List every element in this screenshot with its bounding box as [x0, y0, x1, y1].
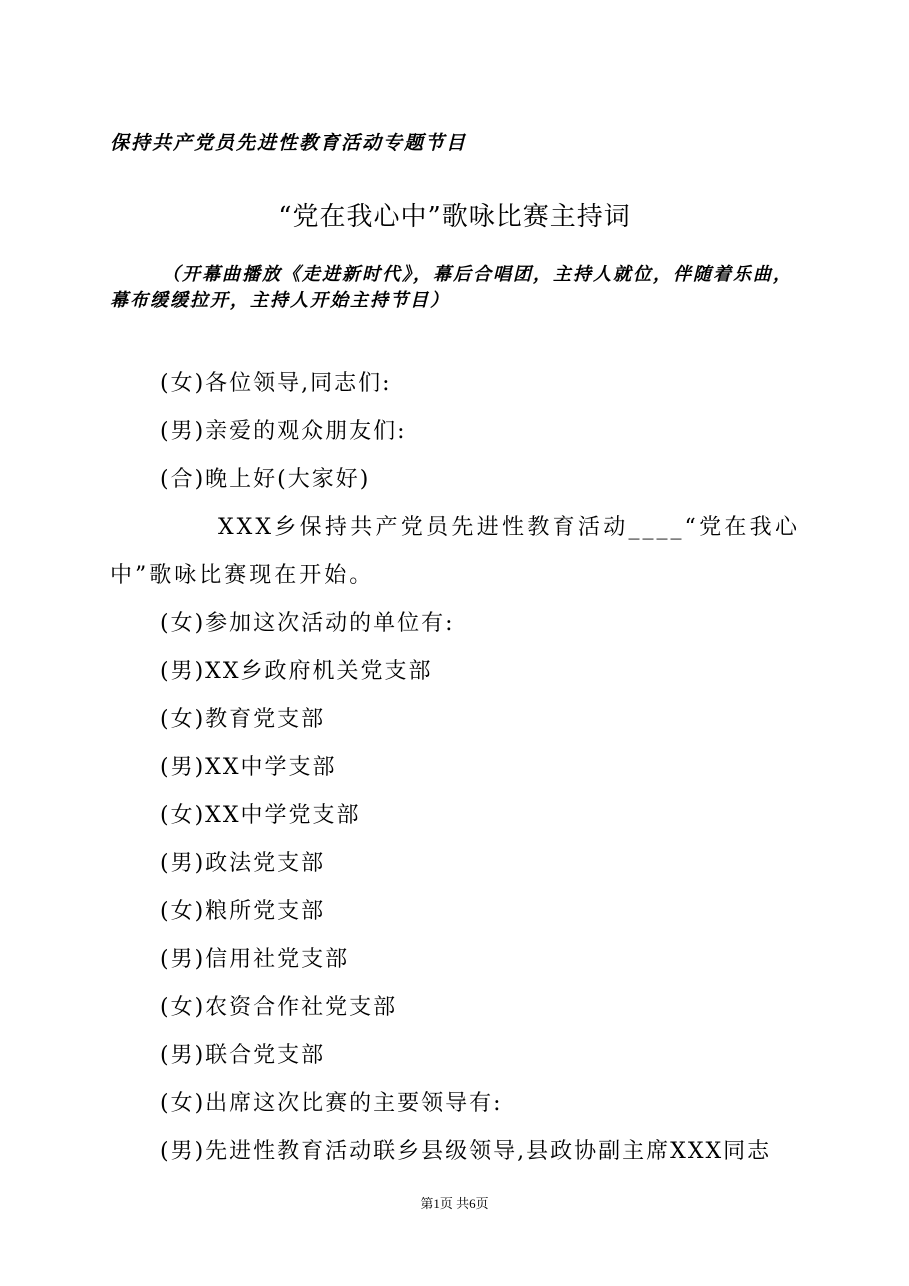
script-line: (女)粮所党支部 [160, 899, 326, 924]
script-line: (女)农资合作社党支部 [160, 995, 398, 1020]
script-line: (男)联合党支部 [160, 1043, 326, 1068]
program-title: 保持共产党员先进性教育活动专题节目 [110, 132, 468, 154]
script-line: (女)各位领导,同志们: [160, 371, 392, 396]
script-line: (女)教育党支部 [160, 707, 326, 732]
script-line: (男)XX中学支部 [160, 755, 337, 780]
stage-direction-note: （开幕曲播放《走进新时代》，幕后合唱团，主持人就位，伴随着乐曲，幕布缓缓拉开，主持人开始主持节目） [110, 264, 793, 311]
script-line: (女)XX中学党支部 [160, 803, 361, 828]
script-line: (女)出席这次比赛的主要领导有: [160, 1091, 503, 1116]
script-line: (男)信用社党支部 [160, 947, 350, 972]
script-line: (男)XX乡政府机关党支部 [160, 659, 433, 684]
script-line: (合)晚上好(大家好) [160, 467, 371, 492]
main-title: “党在我心中”歌咏比赛主持词 [278, 202, 631, 232]
script-line: (男)先进性教育活动联乡县级领导,县政协副主席XXX同志 [160, 1139, 772, 1164]
host-script [110, 360, 810, 1176]
script-line: (男)亲爱的观众朋友们: [160, 419, 407, 444]
page-footer: 第1页 共6页 [420, 1196, 489, 1211]
opening-paragraph: XXX乡保持共产党员先进性教育活动____“党在我心中”歌咏比赛现在开始。 [110, 515, 800, 588]
script-line: (男)政法党支部 [160, 851, 326, 876]
script-line: (女)参加这次活动的单位有: [160, 611, 455, 636]
